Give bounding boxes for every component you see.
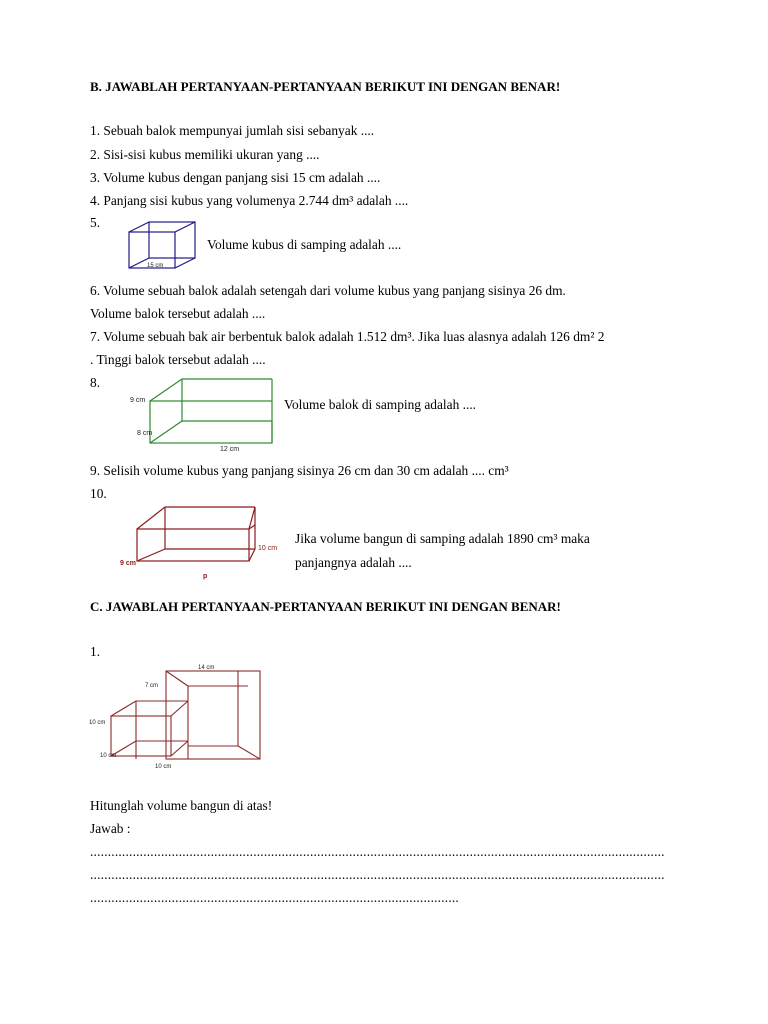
question-b7-line2: . Tinggi balok tersebut adalah .... xyxy=(90,352,266,367)
composite-bottom-label: 10 cm xyxy=(155,764,172,770)
section-c-heading: C. JAWABLAH PERTANYAAN-PERTANYAAN BERIKUT INI DENGAN BENAR! xyxy=(90,599,561,614)
answer-line-3: ........................................................................................................ xyxy=(90,890,459,905)
question-b1: 1. Sebuah balok mempunyai jumlah sisi sebanyak .... xyxy=(90,123,375,138)
question-b8-text: Volume balok di samping adalah .... xyxy=(284,397,477,412)
balok-length-label: 12 cm xyxy=(220,446,240,453)
question-b8-number: 8. xyxy=(90,375,101,390)
question-c1-number: 1. xyxy=(90,644,101,659)
cube-back-face xyxy=(149,222,195,258)
balok-p-figure xyxy=(115,505,295,583)
question-b10-number: 10. xyxy=(90,486,107,501)
question-b7-line1: 7. Volume sebuah bak air berbentuk balok adalah 1.512 dm³. Jika luas alasnya adalah 126 dm² 2 xyxy=(90,329,605,344)
balok-figure xyxy=(120,377,285,455)
question-b3: 3. Volume kubus dengan panjang sisi 15 cm adalah .... xyxy=(90,170,381,185)
composite-figure xyxy=(88,660,273,772)
balok-p-height-label: 10 cm xyxy=(258,545,278,552)
question-b4: 4. Panjang sisi kubus yang volumenya 2.744 dm³ adalah .... xyxy=(90,193,409,208)
question-b5-number: 5. xyxy=(90,215,101,230)
question-b5-text: Volume kubus di samping adalah .... xyxy=(207,237,402,252)
answer-line-2: .................................................................................................................................................................. xyxy=(90,867,665,882)
section-b-heading: B. JAWABLAH PERTANYAAN-PERTANYAAN BERIKUT INI DENGAN BENAR! xyxy=(90,79,561,94)
question-b10-line2: panjangnya adalah .... xyxy=(295,555,412,570)
composite-step-label: 7 cm xyxy=(145,683,159,689)
question-b9: 9. Selisih volume kubus yang panjang sisinya 26 cm dan 30 cm adalah .... cm³ xyxy=(90,463,509,478)
question-b2: 2. Sisi-sisi kubus memiliki ukuran yang .... xyxy=(90,147,320,162)
answer-label: Jawab : xyxy=(90,821,131,836)
question-b6-line2: Volume balok tersebut adalah .... xyxy=(90,306,266,321)
composite-top-label: 14 cm xyxy=(198,665,215,671)
cube-figure xyxy=(125,218,205,273)
balok-height-label: 9 cm xyxy=(130,397,146,404)
composite-left-label: 10 cm xyxy=(89,720,106,726)
balok-p-length-label: p xyxy=(203,573,208,580)
composite-depth-label: 10 cm xyxy=(100,753,117,759)
answer-line-1: .................................................................................................................................................................. xyxy=(90,844,665,859)
balok-depth-label: 8 cm xyxy=(137,430,153,437)
balok-p-depth-label: 9 cm xyxy=(120,560,136,567)
cube-side-label: 15 cm xyxy=(147,263,164,269)
question-b6-line1: 6. Volume sebuah balok adalah setengah dari volume kubus yang panjang sisinya 26 dm. xyxy=(90,283,566,298)
instruction-text: Hitunglah volume bangun di atas! xyxy=(90,798,273,813)
question-b10-line1: Jika volume bangun di samping adalah 1890 cm³ maka xyxy=(295,531,590,546)
